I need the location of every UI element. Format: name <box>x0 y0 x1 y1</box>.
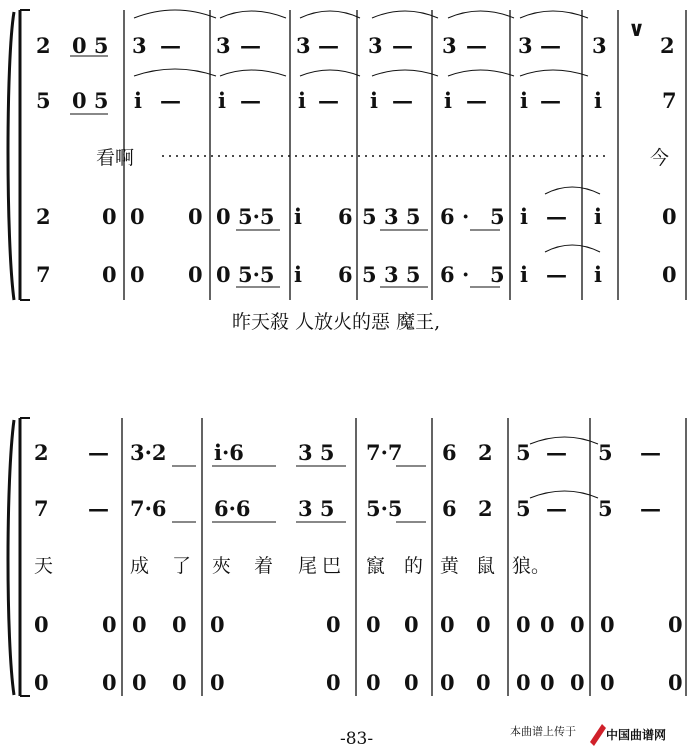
note: 5 <box>36 88 51 113</box>
note: 5 <box>598 496 613 521</box>
rest: 0 <box>34 670 49 695</box>
note: 5 <box>362 204 377 229</box>
note: 6 <box>442 496 457 521</box>
lyric-char: 巴 <box>322 555 342 577</box>
lyric-char: 鼠 <box>476 555 496 577</box>
dash: — <box>546 204 567 229</box>
note: 5·5 <box>238 262 275 287</box>
rest: 0 <box>132 670 147 695</box>
note: 7·7 <box>366 440 403 465</box>
rest: 0 <box>668 612 683 637</box>
dash: — <box>318 88 339 113</box>
note: 3 <box>216 33 231 58</box>
system-2-notes <box>34 440 683 695</box>
note: 7 <box>36 262 51 287</box>
note: 2 <box>34 440 49 465</box>
note: 0 <box>102 262 117 287</box>
system-2 <box>8 418 686 696</box>
note: 3 <box>296 33 311 58</box>
note: 7·6 <box>130 496 167 521</box>
note: 3 5 <box>298 440 335 465</box>
footer-note: 本曲谱上传于 <box>510 725 576 738</box>
rest: 0 <box>404 670 419 695</box>
lyric-char: 竄 <box>366 555 386 577</box>
note: 7 <box>662 88 677 113</box>
dash: — <box>88 496 109 521</box>
note: 3 5 <box>298 496 335 521</box>
rest: 0 <box>210 612 225 637</box>
note: 0 <box>188 204 203 229</box>
note: 0 <box>130 262 145 287</box>
note: 2 <box>660 33 675 58</box>
note: 6 <box>440 262 455 287</box>
note: 3 5 <box>384 204 421 229</box>
rest: 0 <box>326 670 341 695</box>
note: i <box>594 262 602 287</box>
note: i <box>294 204 302 229</box>
note: 6 <box>338 204 353 229</box>
lyric-char: 的 <box>404 555 424 577</box>
dash: — <box>546 262 567 287</box>
note: i <box>134 88 142 113</box>
lyric-char: 着 <box>254 555 274 577</box>
note: 0 <box>102 204 117 229</box>
note: 3 <box>442 33 457 58</box>
note: i <box>520 88 528 113</box>
rest: 0 <box>570 612 585 637</box>
rest: 0 <box>172 670 187 695</box>
dash: — <box>640 496 661 521</box>
rest: 0 <box>366 612 381 637</box>
note: 2 <box>478 440 493 465</box>
lyric-start: 看啊 <box>96 147 135 169</box>
rest: 0 <box>34 612 49 637</box>
lyric-char: 了 <box>172 555 192 577</box>
lyric-end: 今 <box>650 147 670 169</box>
dash: — <box>546 496 567 521</box>
note: 5 <box>490 262 505 287</box>
dash: — <box>88 440 109 465</box>
system-2-brace <box>8 420 14 695</box>
rest: 0 <box>326 612 341 637</box>
note: 6 <box>338 262 353 287</box>
rest: 0 <box>540 670 555 695</box>
note: 0 <box>130 204 145 229</box>
note: 6·6 <box>214 496 251 521</box>
note: i <box>370 88 378 113</box>
note: i <box>294 262 302 287</box>
note: 0 5 <box>72 33 109 58</box>
note: 5·5 <box>366 496 403 521</box>
note: 6 <box>442 440 457 465</box>
note: i <box>520 262 528 287</box>
note: 3 <box>132 33 147 58</box>
dash: — <box>540 33 561 58</box>
dash: — <box>240 88 261 113</box>
note: 2 <box>478 496 493 521</box>
lyric-char: 尾 <box>298 555 318 577</box>
dash: — <box>318 33 339 58</box>
rest: 0 <box>516 670 531 695</box>
system-1-brace <box>8 12 14 300</box>
site-logo <box>590 724 666 746</box>
note: 5 <box>516 496 531 521</box>
dash: — <box>392 88 413 113</box>
note: 0 <box>216 204 231 229</box>
note: i <box>444 88 452 113</box>
note: 0 <box>188 262 203 287</box>
note: 3 5 <box>384 262 421 287</box>
note: 5 <box>490 204 505 229</box>
note: 0 <box>216 262 231 287</box>
note: 2 <box>36 33 51 58</box>
dash: — <box>160 33 181 58</box>
dot: · <box>462 262 470 287</box>
note: i <box>594 204 602 229</box>
note: i <box>298 88 306 113</box>
rest: 0 <box>570 670 585 695</box>
rest: 0 <box>600 612 615 637</box>
note: 5 <box>516 440 531 465</box>
note: 3 <box>518 33 533 58</box>
lyric-char: 夾 <box>212 555 232 577</box>
rest: 0 <box>102 612 117 637</box>
dot: · <box>462 204 470 229</box>
breath-mark: ∨ <box>628 16 646 41</box>
lyric-char: 黄 <box>440 555 460 577</box>
note: i·6 <box>214 440 244 465</box>
lyric-char: 天 <box>34 555 54 577</box>
note: 0 5 <box>72 88 109 113</box>
dash: — <box>546 440 567 465</box>
note: 5 <box>362 262 377 287</box>
rest: 0 <box>210 670 225 695</box>
dash: — <box>640 440 661 465</box>
rest: 0 <box>440 670 455 695</box>
pen-icon <box>590 724 606 746</box>
rest: 0 <box>516 612 531 637</box>
dash: — <box>540 88 561 113</box>
dash: — <box>466 33 487 58</box>
note: i <box>594 88 602 113</box>
rest: 0 <box>540 612 555 637</box>
system-1-notes <box>36 16 677 333</box>
note: 0 <box>662 204 677 229</box>
lyric-line: 昨天殺 人放火的惡 魔王, <box>232 311 441 333</box>
note: 3·2 <box>130 440 167 465</box>
note: i <box>520 204 528 229</box>
dash: — <box>160 88 181 113</box>
lyric-char: 成 <box>130 555 150 577</box>
dash: — <box>240 33 261 58</box>
note: 0 <box>662 262 677 287</box>
note: i <box>218 88 226 113</box>
page-number: -83- <box>340 729 374 749</box>
rest: 0 <box>476 670 491 695</box>
note: 3 <box>368 33 383 58</box>
rest: 0 <box>366 670 381 695</box>
note: 5·5 <box>238 204 275 229</box>
rest: 0 <box>102 670 117 695</box>
dash: — <box>466 88 487 113</box>
note: 5 <box>598 440 613 465</box>
note: 3 <box>592 33 607 58</box>
rest: 0 <box>132 612 147 637</box>
logo-text: 中国曲谱网 <box>606 728 667 742</box>
lyric-char: 狼。 <box>512 555 551 577</box>
rest: 0 <box>668 670 683 695</box>
rest: 0 <box>172 612 187 637</box>
rest: 0 <box>476 612 491 637</box>
note: 2 <box>36 204 51 229</box>
rest: 0 <box>440 612 455 637</box>
note: 7 <box>34 496 49 521</box>
dash: — <box>392 33 413 58</box>
note: 6 <box>440 204 455 229</box>
rest: 0 <box>600 670 615 695</box>
rest: 0 <box>404 612 419 637</box>
